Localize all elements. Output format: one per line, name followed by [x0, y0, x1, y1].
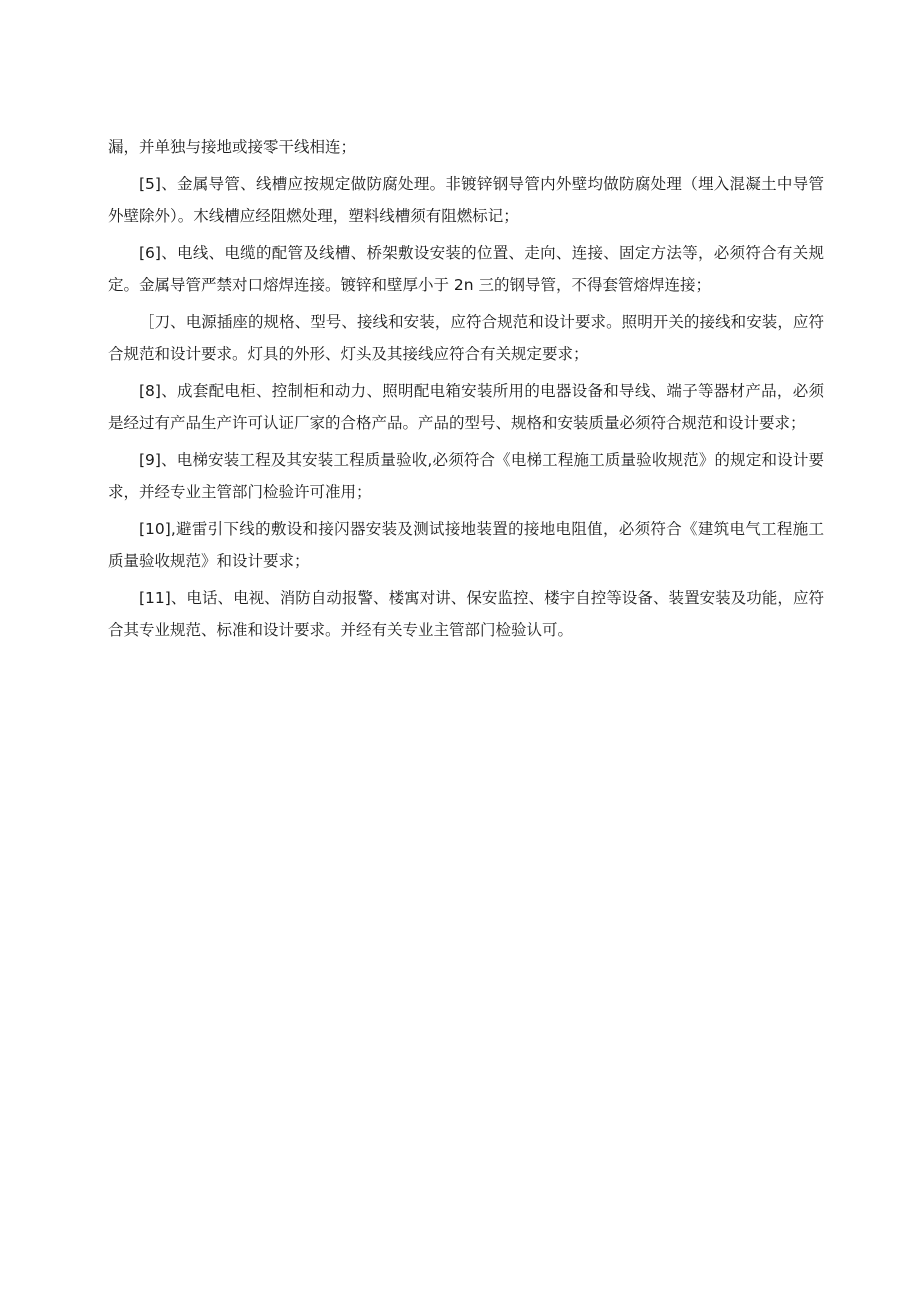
paragraph-item-7: ［刀、电源插座的规格、型号、接线和安装，应符合规范和设计要求。照明开关的接线和安装，应符合规范和设计要求。灯具的外形、灯头及其接线应符合有关规定要求； — [108, 313, 824, 363]
paragraph-item-5: [5]、金属导管、线槽应按规定做防腐处理。非镀锌钢导管内外壁均做防腐处理（埋入混凝土中导管外壁除外）。木线槽应经阻燃处理，塑料线槽须有阻燃标记； — [108, 175, 824, 225]
paragraph-item-8: [8]、成套配电柜、控制柜和动力、照明配电箱安装所用的电器设备和导线、端子等器材产品，必须是经过有产品生产许可认证厂家的合格产品。产品的型号、规格和安装质量必须符合规范和设计要求； — [108, 382, 824, 432]
paragraph-item-6: [6]、电线、电缆的配管及线槽、桥架敷设安装的位置、走向、连接、固定方法等，必须符合有关规定。金属导管严禁对口熔焊连接。镀锌和壁厚小于 2n 三的钢导管，不得套管熔焊连接； — [108, 244, 824, 294]
paragraph-item-9: [9]、电梯安装工程及其安装工程质量验收,必须符合《电梯工程施工质量验收规范》的规定和设计要求，并经专业主管部门检验许可准用； — [108, 451, 824, 501]
paragraph-continuation: 漏，并单独与接地或接零干线相连； — [108, 138, 357, 156]
paragraph-item-11: [11]、电话、电视、消防自动报警、楼寓对讲、保安监控、楼宇自控等设备、装置安装及功能，应符合其专业规范、标准和设计要求。并经有关专业主管部门检验认可。 — [108, 589, 824, 639]
paragraph-item-10: [10],避雷引下线的敷设和接闪器安装及测试接地装置的接地电阻值，必须符合《建筑电气工程施工质量验收规范》和设计要求； — [108, 520, 824, 570]
document-body — [108, 131, 824, 651]
